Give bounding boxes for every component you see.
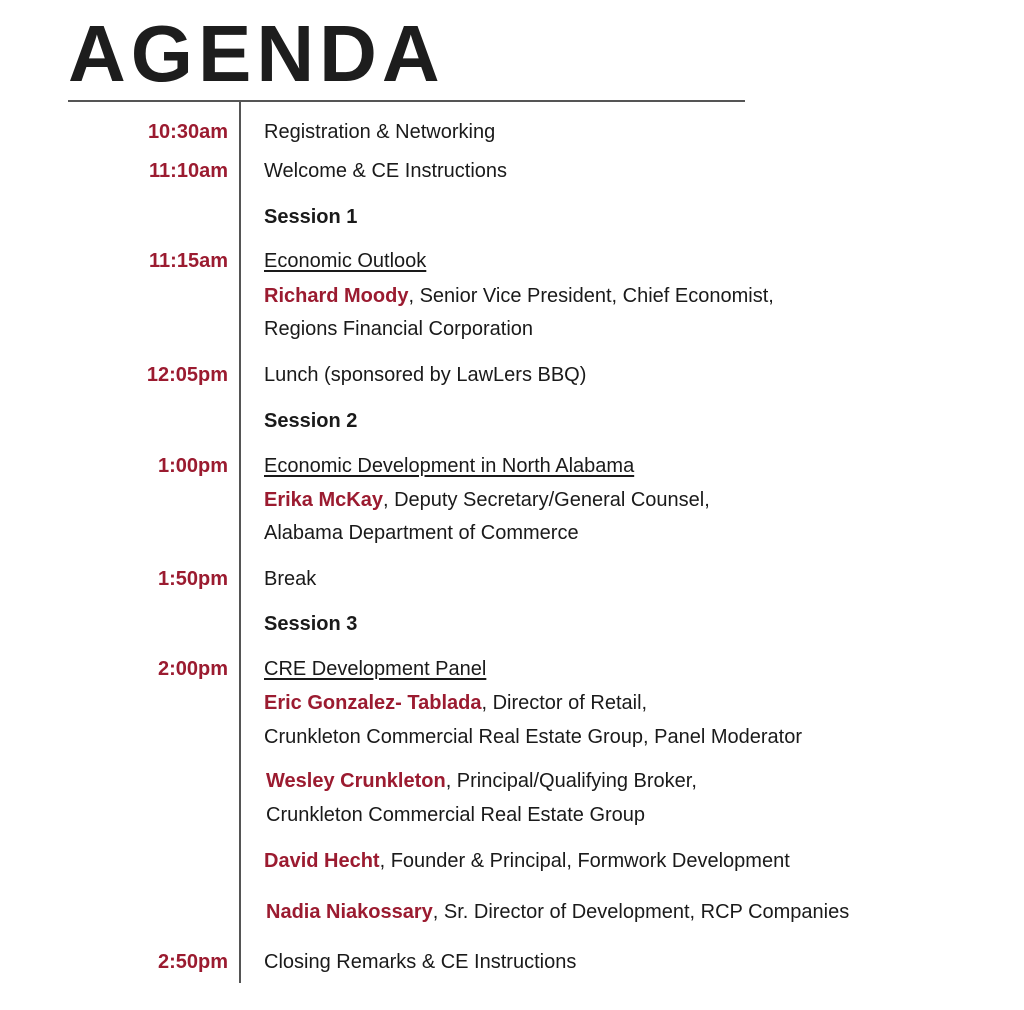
agenda-time: 10:30am (147, 121, 228, 143)
agenda-time: 2:00pm (157, 658, 228, 680)
speaker-line (266, 900, 849, 924)
agenda-time: 1:50pm (157, 568, 228, 590)
session-heading: Session 1 (264, 206, 358, 228)
session-topic: Economic Outlook (264, 250, 427, 272)
speaker-affiliation: Regions Financial Corporation (264, 318, 534, 340)
agenda-title: AGENDA (68, 9, 445, 98)
speaker-role: , Principal/Qualifying Broker, (445, 770, 697, 792)
speaker-name: Richard Moody (264, 285, 409, 307)
speaker-affiliation: Alabama Department of Commerce (264, 522, 579, 544)
speaker-name: Erika McKay (264, 489, 383, 511)
agenda-item-text: Closing Remarks & CE Instructions (264, 951, 577, 973)
speaker-role: , Director of Retail, (481, 692, 648, 714)
speaker-role: , Senior Vice President, Chief Economist, (408, 285, 774, 307)
agenda-time: 12:05pm (146, 364, 228, 386)
session-heading: Session 2 (264, 410, 358, 432)
title-underline (68, 100, 745, 102)
agenda-time: 1:00pm (157, 455, 228, 477)
speaker-role: , Sr. Director of Development, RCP Companies (432, 901, 850, 923)
speaker-role: , Deputy Secretary/General Counsel, (382, 489, 710, 511)
agenda-item-text: Break (264, 568, 317, 590)
agenda-time: 11:15am (149, 250, 228, 272)
speaker-name: Eric Gonzalez- Tablada (264, 692, 482, 714)
speaker-line (264, 849, 790, 873)
speaker-name: David Hecht (264, 850, 380, 872)
speaker-line (264, 284, 774, 308)
speaker-line (266, 769, 697, 793)
speaker-name: Wesley Crunkleton (266, 770, 446, 792)
speaker-role: , Founder & Principal, Formwork Development (379, 850, 790, 872)
session-heading: Session 3 (264, 613, 358, 635)
agenda-item-text: Registration & Networking (264, 121, 496, 143)
speaker-line (264, 488, 710, 512)
speaker-affiliation: Crunkleton Commercial Real Estate Group (266, 804, 646, 826)
timeline-divider (239, 101, 241, 983)
agenda-item-text: Welcome & CE Instructions (264, 160, 508, 182)
agenda-item-text: Lunch (sponsored by LawLers BBQ) (264, 364, 587, 386)
speaker-line (264, 691, 647, 715)
session-topic: Economic Development in North Alabama (264, 455, 635, 477)
speaker-name: Nadia Niakossary (266, 901, 433, 923)
session-topic: CRE Development Panel (264, 658, 487, 680)
agenda-time: 11:10am (149, 160, 228, 182)
agenda-time: 2:50pm (157, 951, 228, 973)
speaker-affiliation: Crunkleton Commercial Real Estate Group, Panel Moderator (264, 726, 803, 748)
